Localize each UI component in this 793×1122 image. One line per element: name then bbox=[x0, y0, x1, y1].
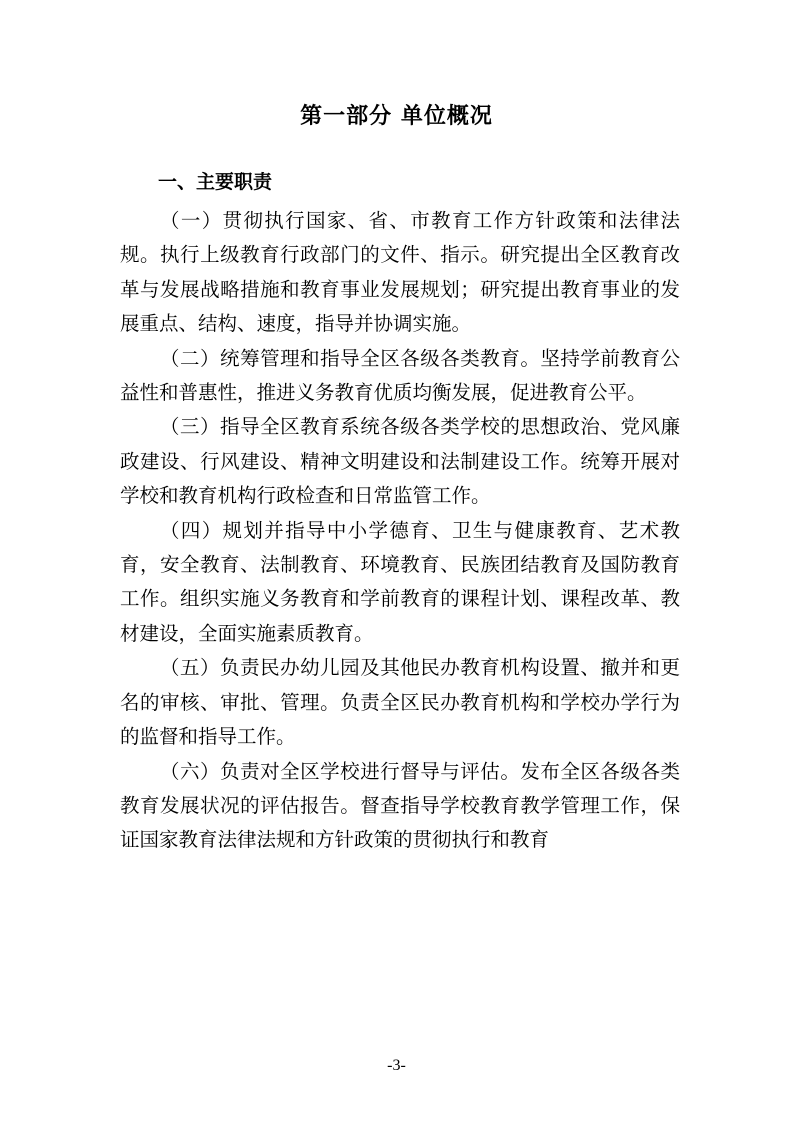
paragraph-duty-4: （四）规划并指导中小学德育、卫生与健康教育、艺术教育，安全教育、法制教育、环境教育、民族团结教育及国防教育工作。组织实施义务教育和学前教育的课程计划、课程改革、教材建设，全面实施素质教育。 bbox=[120, 518, 680, 645]
document-body bbox=[120, 204, 680, 858]
section-heading: 一、主要职责 bbox=[158, 171, 273, 193]
paragraph-duty-2: （二）统筹管理和指导全区各级各类教育。坚持学前教育公益性和普惠性，推进义务教育优质均衡发展，促进教育公平。 bbox=[120, 346, 680, 405]
page-title: 第一部分 单位概况 bbox=[300, 104, 493, 129]
paragraph-duty-1: （一）贯彻执行国家、省、市教育工作方针政策和法律法规。执行上级教育行政部门的文件、指示。研究提出全区教育改革与发展战略措施和教育事业发展规划；研究提出教育事业的发展重点、结构、速度，指导并协调实施。 bbox=[120, 209, 680, 336]
page-number: -3- bbox=[387, 1057, 406, 1074]
paragraph-duty-5: （五）负责民办幼儿园及其他民办教育机构设置、撤并和更名的审核、审批、管理。负责全区民办教育机构和学校办学行为的监督和指导工作。 bbox=[120, 656, 680, 749]
paragraph-duty-6: （六）负责对全区学校进行督导与评估。发布全区各级各类教育发展状况的评估报告。督查指导学校教育教学管理工作，保证国家教育法律法规和方针政策的贯彻执行和教育 bbox=[120, 759, 680, 852]
paragraph-duty-3: （三）指导全区教育系统各级各类学校的思想政治、党风廉政建设、行风建设、精神文明建设和法制建设工作。统筹开展对学校和教育机构行政检查和日常监管工作。 bbox=[120, 415, 680, 508]
